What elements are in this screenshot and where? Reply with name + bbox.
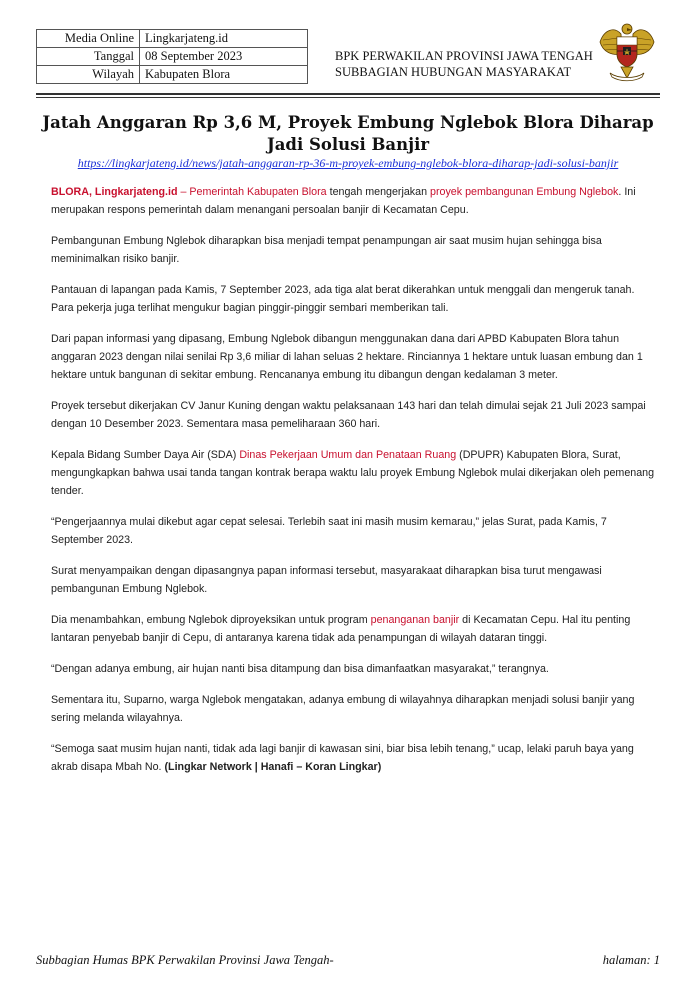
paragraph-11: Sementara itu, Suparno, warga Nglebok mengatakan, adanya embung di wilayahnya diharapkan menjadi solusi banjir yang sering melanda wilayahnya. — [51, 694, 635, 724]
paragraph-6 — [51, 446, 656, 500]
paragraph-6-before: Kepala Bidang Sumber Daya Air (SDA) — [51, 449, 240, 461]
paragraph-12-text: “Semoga saat musim hujan nanti, tidak ada lagi banjir di kawasan sini, biar bisa lebih tenang,” ucap, lelaki paruh baya yang akrab disapa Mbah No. — [51, 743, 634, 773]
paragraph-9-before: Dia menambahkan, embung Nglebok diproyeksikan untuk program — [51, 614, 371, 626]
paragraph-9-after: di Kecamatan Cepu. Hal itu penting lantaran penyebab banjir di Cepu, di antaranya karena tidak ada penampungan di wilayah dataran tinggi. — [51, 614, 631, 644]
link-penanganan-banjir[interactable]: penanganan banjir — [370, 614, 460, 626]
meta-label-media: Media Online — [37, 30, 140, 48]
dateline-dash: – — [177, 186, 190, 198]
article-body — [51, 183, 656, 789]
meta-value-date: 08 September 2023 — [140, 48, 308, 66]
header-divider-thick — [36, 93, 660, 95]
link-proyek-embung[interactable]: proyek pembangunan Embung Nglebok — [430, 186, 619, 198]
paragraph-8: Surat menyampaikan dengan dipasangnya papan informasi tersebut, masyarakaat diharapkan bisa turut mengawasi pembangunan Embung Nglebok. — [51, 565, 602, 595]
meta-row-media — [37, 30, 308, 48]
org-header — [335, 48, 593, 80]
paragraph-7: “Pengerjaannya mulai dikebut agar cepat selesai. Terlebih saat ini masih musim kemarau,” jelas Surat, pada Kamis, 7 September 2023. — [51, 516, 607, 546]
paragraph-1 — [51, 183, 656, 219]
paragraph-6-after: (DPUPR) Kabupaten Blora, Surat, mengungkapkan bahwa usai tanda tangan kontrak berapa waktu lalu proyek Embung Nglebok mulai dikerjakan oleh pemenang tender. — [51, 449, 655, 497]
dateline: BLORA, Lingkarjateng.id — [51, 186, 178, 198]
garuda-emblem-icon — [594, 20, 660, 86]
meta-row-region — [37, 66, 308, 84]
article-title: Jatah Anggaran Rp 3,6 M, Proyek Embung Nglebok Blora Diharap Jadi Solusi Banjir — [42, 113, 654, 154]
paragraph-3: Pantauan di lapangan pada Kamis, 7 September 2023, ada tiga alat berat dikerahkan untuk menggali dan mengeruk tanah. Para pekerja juga terlihat mengukur bagian pinggir-pinggir sembari memberikan tali. — [51, 284, 635, 314]
org-name: BPK PERWAKILAN PROVINSI JAWA TENGAH — [335, 49, 593, 63]
meta-value-region: Kabupaten Blora — [140, 66, 308, 84]
meta-value-media: Lingkarjateng.id — [140, 30, 308, 48]
paragraph-10: “Dengan adanya embung, air hujan nanti bisa ditampung dan bisa dimanfaatkan masyarakat,” terangnya. — [51, 663, 549, 675]
footer-page-number: halaman: 1 — [602, 953, 660, 967]
paragraph-4: Dari papan informasi yang dipasang, Embung Nglebok dibangun menggunakan dana dari APBD Kabupaten Blora tahun anggaran 2023 dengan nilai senilai Rp 3,6 miliar di lahan seluas 2 hektare. Rinciannya 1 hektare untuk luasan embung dan 1 hektare untuk bangunan di sekitar embung. Rencananya embung itu dibangun dengan kedalaman 3 meter. — [51, 333, 643, 381]
paragraph-5: Proyek tersebut dikerjakan CV Janur Kuning dengan waktu pelaksanaan 143 hari dan telah dimulai sejak 21 Juli 2023 sampai dengan 10 Desember 2023. Sementara masa pemeliharaan 360 hari. — [51, 400, 646, 430]
header-divider-thin — [36, 97, 660, 98]
article-url-link[interactable]: https://lingkarjateng.id/news/jatah-anggaran-rp-36-m-proyek-embung-nglebok-blora-diharap-jadi-solusi-banjir — [77, 156, 619, 170]
link-dpupr[interactable]: Dinas Pekerjaan Umum dan Penataan Ruang — [239, 449, 457, 461]
article-credit: (Lingkar Network | Hanafi – Koran Lingkar) — [164, 761, 382, 773]
meta-label-region: Wilayah — [37, 66, 140, 84]
paragraph-2: Pembangunan Embung Nglebok diharapkan bisa menjadi tempat penampungan air saat musim hujan sehingga bisa meminimalkan risiko banjir. — [51, 235, 602, 265]
meta-label-date: Tanggal — [37, 48, 140, 66]
paragraph-1-mid: tengah mengerjakan — [326, 186, 431, 198]
paragraph-12 — [51, 740, 656, 776]
meta-row-date — [37, 48, 308, 66]
media-info-table — [36, 29, 308, 84]
paragraph-9 — [51, 611, 656, 647]
org-subdivision: SUBBAGIAN HUBUNGAN MASYARAKAT — [335, 65, 572, 79]
link-pemkab-blora[interactable]: Pemerintah Kabupaten Blora — [189, 186, 327, 198]
paragraph-1-rest: . Ini merupakan respons pemerintah dalam menangani persoalan banjir di Kecamatan Cepu. — [51, 186, 636, 216]
footer-department: Subbagian Humas BPK Perwakilan Provinsi Jawa Tengah- — [36, 953, 334, 967]
